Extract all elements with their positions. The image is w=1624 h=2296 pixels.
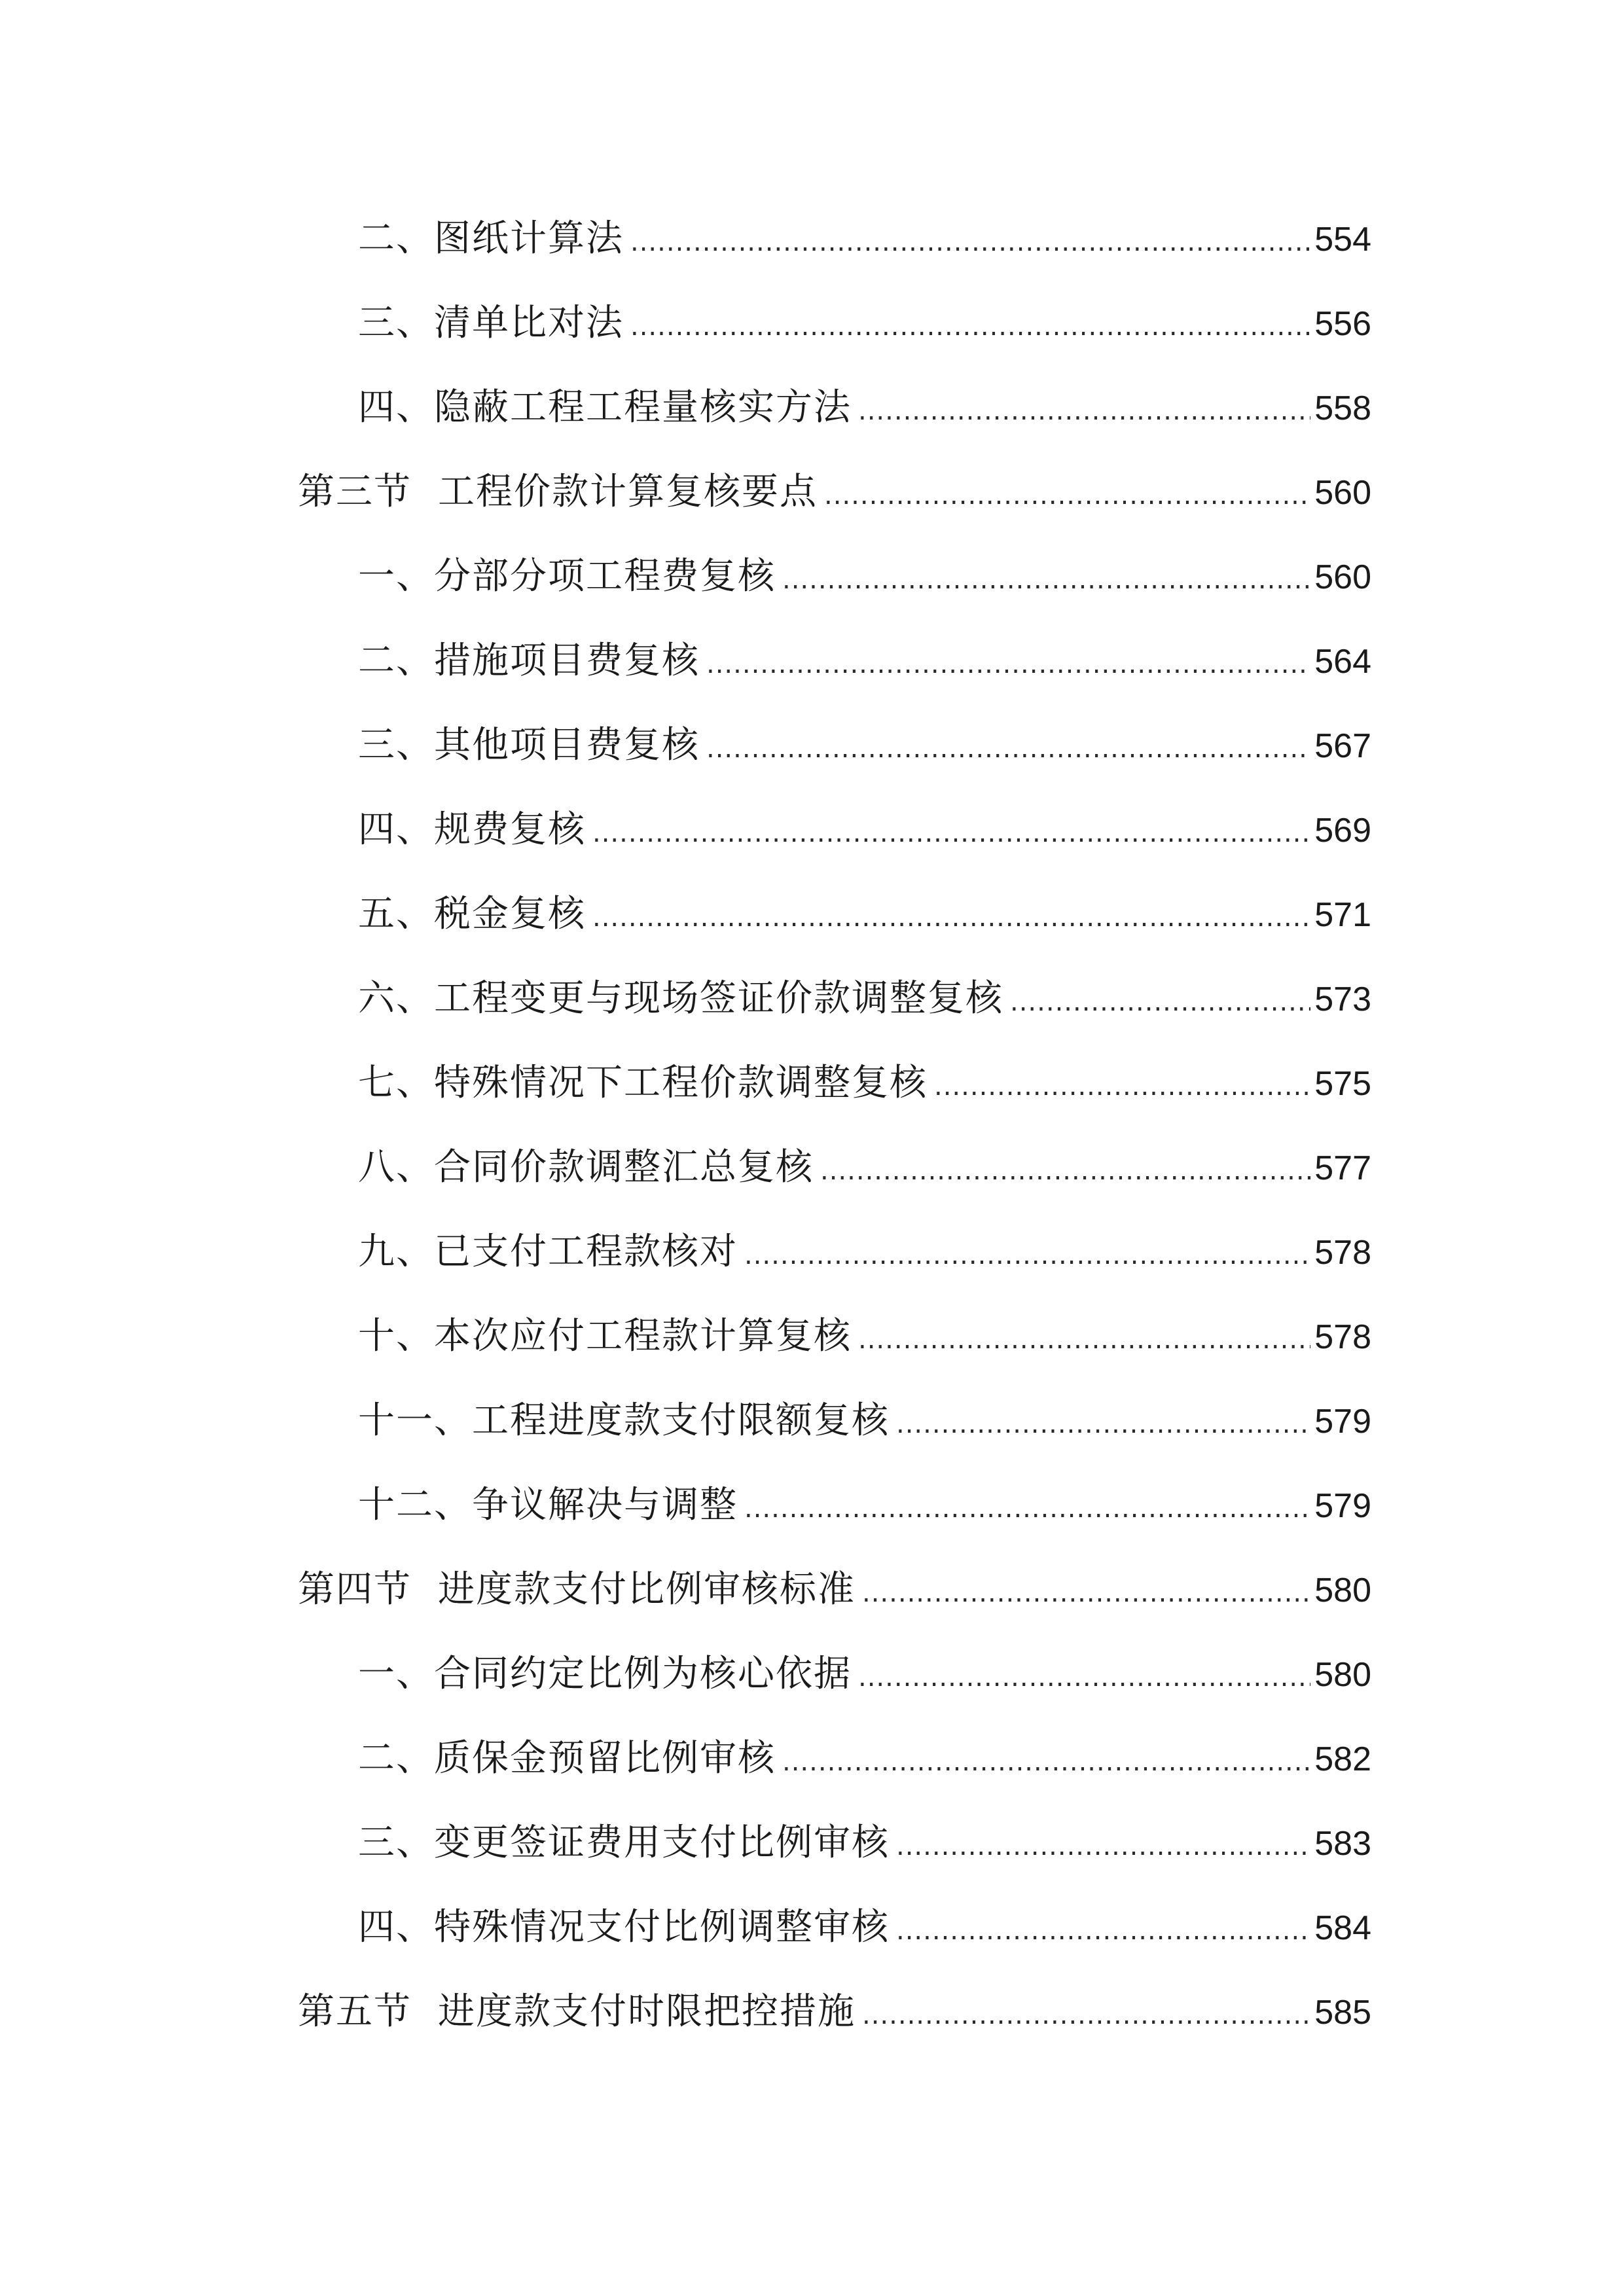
toc-page-number: 580 <box>1314 1656 1371 1694</box>
toc-dot-leader <box>858 1310 1310 1369</box>
toc-dot-leader <box>630 297 1310 356</box>
toc-entry[interactable] <box>298 885 1371 969</box>
toc-entry-title: 四、规费复核 <box>358 808 586 851</box>
toc-entry-title: 进度款支付比例审核标准 <box>438 1568 856 1611</box>
toc-dot-leader <box>862 1564 1310 1623</box>
toc-entry-title: 三、其他项目费复核 <box>358 724 700 766</box>
toc-entry-title: 二、质保金预留比例审核 <box>358 1737 776 1780</box>
toc-dot-leader <box>782 550 1310 609</box>
toc-entry-title: 三、变更签证费用支付比例审核 <box>358 1821 890 1864</box>
toc-entry[interactable] <box>298 716 1371 800</box>
toc-entry-title: 六、工程变更与现场签证价款调整复核 <box>358 977 1003 1020</box>
toc-section-entry[interactable] <box>298 463 1371 547</box>
toc-dot-leader <box>706 635 1310 694</box>
toc-entry-title: 工程价款计算复核要点 <box>438 471 818 513</box>
toc-entry[interactable] <box>298 632 1371 716</box>
toc-page-number: 582 <box>1314 1740 1371 1778</box>
toc-page-number: 560 <box>1314 474 1371 512</box>
toc-entry[interactable] <box>298 800 1371 885</box>
toc-page-number: 573 <box>1314 980 1371 1018</box>
toc-dot-leader <box>858 1648 1310 1707</box>
toc-entry-title: 十一、工程进度款支付限额复核 <box>358 1399 890 1442</box>
toc-entry-title: 九、已支付工程款核对 <box>358 1230 738 1273</box>
toc-dot-leader <box>744 1479 1310 1538</box>
toc-dot-leader <box>592 804 1310 863</box>
toc-entry[interactable] <box>298 1476 1371 1560</box>
toc-page-number: 579 <box>1314 1403 1371 1441</box>
toc-page-number: 580 <box>1314 1571 1371 1609</box>
toc-entry-title: 二、措施项目费复核 <box>358 639 700 682</box>
toc-entry[interactable] <box>298 1138 1371 1223</box>
toc-entry[interactable] <box>298 1645 1371 1729</box>
toc-page-number: 569 <box>1314 812 1371 850</box>
toc-page-number: 583 <box>1314 1825 1371 1863</box>
toc-page-number: 558 <box>1314 389 1371 427</box>
toc-page-number: 567 <box>1314 727 1371 765</box>
toc-section-number: 第四节 <box>298 1568 412 1611</box>
toc-dot-leader <box>782 1732 1310 1791</box>
toc-entry[interactable] <box>298 209 1371 294</box>
toc-page-number: 554 <box>1314 221 1371 259</box>
toc-section-heading <box>298 1982 856 2041</box>
toc-entry-title: 十、本次应付工程款计算复核 <box>358 1315 852 1357</box>
toc-dot-leader <box>934 1057 1310 1116</box>
toc-page-number: 560 <box>1314 558 1371 596</box>
toc-page-number: 571 <box>1314 896 1371 934</box>
toc-dot-leader <box>744 1226 1310 1285</box>
toc-entry-title: 四、隐蔽工程工程量核实方法 <box>358 386 852 429</box>
toc-dot-leader <box>896 1817 1310 1876</box>
toc-entry-title: 五、税金复核 <box>358 893 586 935</box>
toc-dot-leader <box>862 1986 1310 2045</box>
toc-entry[interactable] <box>298 1814 1371 1898</box>
toc-entry[interactable] <box>298 1391 1371 1476</box>
toc-section-entry[interactable] <box>298 1560 1371 1645</box>
toc-entry-title: 四、特殊情况支付比例调整审核 <box>358 1906 890 1948</box>
toc-entry-title: 三、清单比对法 <box>358 302 624 344</box>
toc-section-heading <box>298 463 818 522</box>
toc-dot-leader <box>858 382 1310 440</box>
toc-section-number: 第五节 <box>298 1990 412 2033</box>
toc-section-heading <box>298 1560 856 1619</box>
toc-dot-leader <box>820 1141 1310 1200</box>
toc-entry[interactable] <box>298 1054 1371 1138</box>
toc-entry[interactable] <box>298 547 1371 632</box>
toc-dot-leader <box>896 1395 1310 1454</box>
toc-dot-leader <box>630 213 1310 272</box>
toc-entry-title: 八、合同价款调整汇总复核 <box>358 1146 814 1189</box>
toc-dot-leader <box>706 719 1310 778</box>
toc-entry-title: 一、合同约定比例为核心依据 <box>358 1653 852 1695</box>
toc-entry-title: 十二、争议解决与调整 <box>358 1484 738 1526</box>
toc-section-entry[interactable] <box>298 1982 1371 2067</box>
toc-page-number: 578 <box>1314 1234 1371 1272</box>
toc-page-number: 556 <box>1314 305 1371 343</box>
toc-entry[interactable] <box>298 1898 1371 1982</box>
toc-entry[interactable] <box>298 1223 1371 1307</box>
toc-page-number: 575 <box>1314 1065 1371 1103</box>
toc-page-number: 578 <box>1314 1318 1371 1356</box>
toc-dot-leader <box>896 1901 1310 1960</box>
toc-entry[interactable] <box>298 969 1371 1054</box>
toc-dot-leader <box>824 466 1310 525</box>
toc-entry-title: 七、特殊情况下工程价款调整复核 <box>358 1062 928 1104</box>
table-of-contents <box>298 209 1371 2067</box>
toc-entry[interactable] <box>298 378 1371 463</box>
toc-dot-leader <box>592 888 1310 947</box>
toc-page-number: 577 <box>1314 1149 1371 1187</box>
toc-entry-title: 进度款支付时限把控措施 <box>438 1990 856 2033</box>
toc-entry[interactable] <box>298 294 1371 378</box>
toc-entry-title: 一、分部分项工程费复核 <box>358 555 776 598</box>
toc-page-number: 579 <box>1314 1487 1371 1525</box>
toc-page-number: 585 <box>1314 1994 1371 2032</box>
toc-entry[interactable] <box>298 1307 1371 1391</box>
toc-page-number: 564 <box>1314 643 1371 681</box>
toc-dot-leader <box>1010 973 1310 1031</box>
toc-section-number: 第三节 <box>298 471 412 513</box>
toc-entry-title: 二、图纸计算法 <box>358 217 624 260</box>
toc-page-number: 584 <box>1314 1909 1371 1947</box>
toc-entry[interactable] <box>298 1729 1371 1814</box>
